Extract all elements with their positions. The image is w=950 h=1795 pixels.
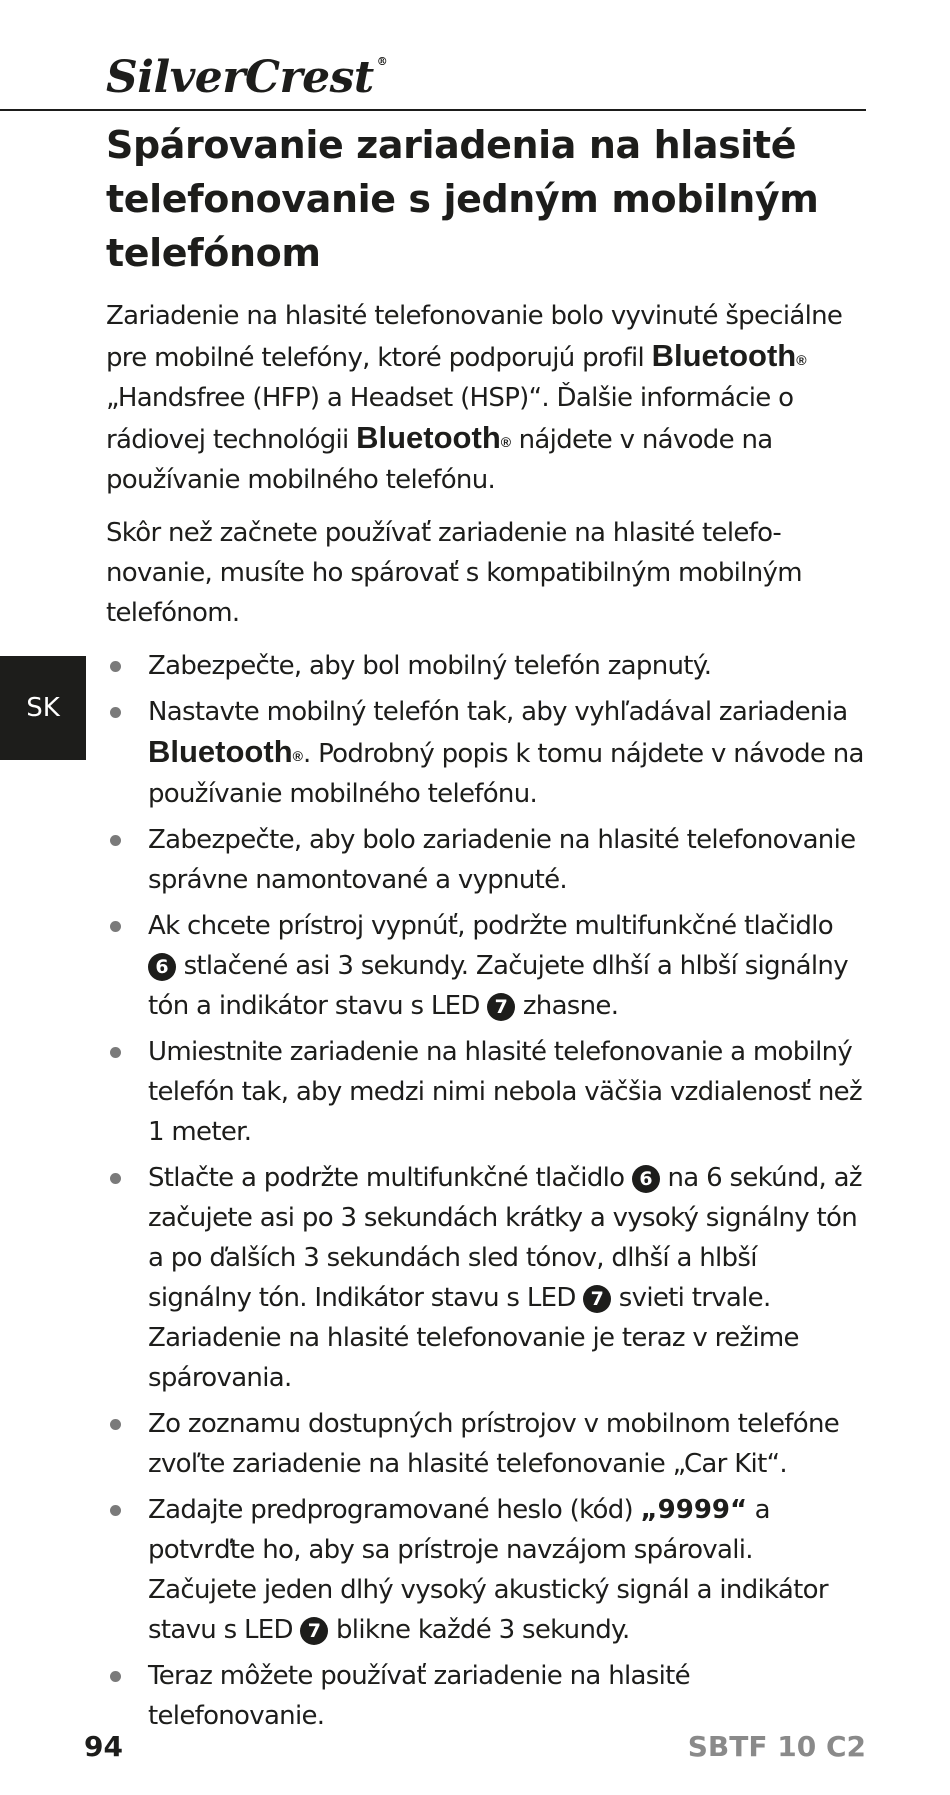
bullet-dot	[110, 1047, 121, 1058]
brand-registered-mark: ®	[376, 55, 388, 68]
bullet-dot	[110, 921, 121, 932]
body-content	[106, 296, 866, 1742]
header-rule	[0, 109, 866, 111]
brand-name: SilverCrest	[106, 52, 374, 103]
multifunction-button-ref-icon: 6	[632, 1165, 660, 1193]
bullet-dot	[110, 1671, 121, 1682]
list-item: Umiestnite zariadenie na hlasité telefonovanie a mobilný telefón tak, aby medzi nimi nebola väčšia vzdialenosť než 1 meter.	[106, 1032, 866, 1152]
section-title: Spárovanie zariadenia na hlasité telefonovanie s jedným mobilným telefónom	[106, 123, 819, 275]
bullet-dot	[110, 661, 121, 672]
list-item: Teraz môžete používať zariadenie na hlasité telefonovanie.	[106, 1656, 866, 1736]
bluetooth-wordmark: Bluetooth®	[651, 338, 807, 373]
led-indicator-ref-icon: 7	[300, 1617, 328, 1645]
model-number: SBTF 10 C2	[687, 1730, 866, 1763]
list-item: Zadajte predprogramované heslo (kód) „9999“ a potvrďte ho, aby sa prístroje navzájom spárovali. Začujete jeden dlhý vysoký akustický signál a indikátor stavu s LED 7 blikne každé 3 sekundy.	[106, 1490, 866, 1650]
bluetooth-wordmark: Bluetooth®	[356, 420, 512, 455]
multifunction-button-ref-icon: 6	[148, 953, 176, 981]
list-item: Zabezpečte, aby bolo zariadenie na hlasité telefonovanie správne namontované a vypnuté.	[106, 820, 866, 900]
intro-paragraph: Zariadenie na hlasité telefonovanie bolo vyvinuté špeciálne pre mobilné telefóny, ktoré podporujú profil Bluetooth® „Handsfree (HFP) a Headset (HSP)“. Ďalšie informácie o rádiovej technológii Bluetooth® nájdete v návode na používanie mobilného telefónu.	[106, 301, 843, 495]
list-item: Stlačte a podržte multifunkčné tlačidlo 6 na 6 sekúnd, až začujete asi po 3 sekundách krátky a vysoký signálny tón a po ďalších 3 sekundách sled tónov, dlhší a hlbší signálny tón. Indikátor stavu s LED 7 svieti trvale. Zariadenie na hlasité telefonovanie je teraz v režime spárovania.	[106, 1158, 866, 1398]
language-tab: SK	[0, 656, 86, 760]
list-item: Zabezpečte, aby bol mobilný telefón zapnutý.	[106, 646, 866, 686]
bullet-dot	[110, 1419, 121, 1430]
led-indicator-ref-icon: 7	[487, 993, 515, 1021]
page-number: 94	[84, 1730, 123, 1763]
list-item: Zo zoznamu dostupných prístrojov v mobilnom telefóne zvoľte zariadenie na hlasité telefonovanie „Car Kit“.	[106, 1404, 866, 1484]
bluetooth-wordmark: Bluetooth®	[148, 734, 303, 769]
list-item: Ak chcete prístroj vypnúť, podržte multifunkčné tlačidlo 6 stlačené asi 3 sekundy. Začujete dlhší a hlbší signálny tón a indikátor stavu s LED 7 zhasne.	[106, 906, 866, 1026]
bullet-dot	[110, 835, 121, 846]
instruction-list	[106, 646, 866, 1736]
brand-logo	[106, 52, 388, 103]
prerequisite-paragraph: Skôr než začnete používať zariadenie na hlasité telefonovanie, musíte ho spárovať s kompatibilným mobilným telefónom.	[106, 518, 802, 628]
bullet-dot	[110, 1173, 121, 1184]
pairing-code: „9999“	[640, 1495, 748, 1525]
led-indicator-ref-icon: 7	[583, 1285, 611, 1313]
list-item: Nastavte mobilný telefón tak, aby vyhľadával zariadenia Bluetooth®. Podrobný popis k tomu nájdete v návode na používanie mobilného telefónu.	[106, 692, 866, 814]
bullet-dot	[110, 1505, 121, 1516]
bullet-dot	[110, 707, 121, 718]
